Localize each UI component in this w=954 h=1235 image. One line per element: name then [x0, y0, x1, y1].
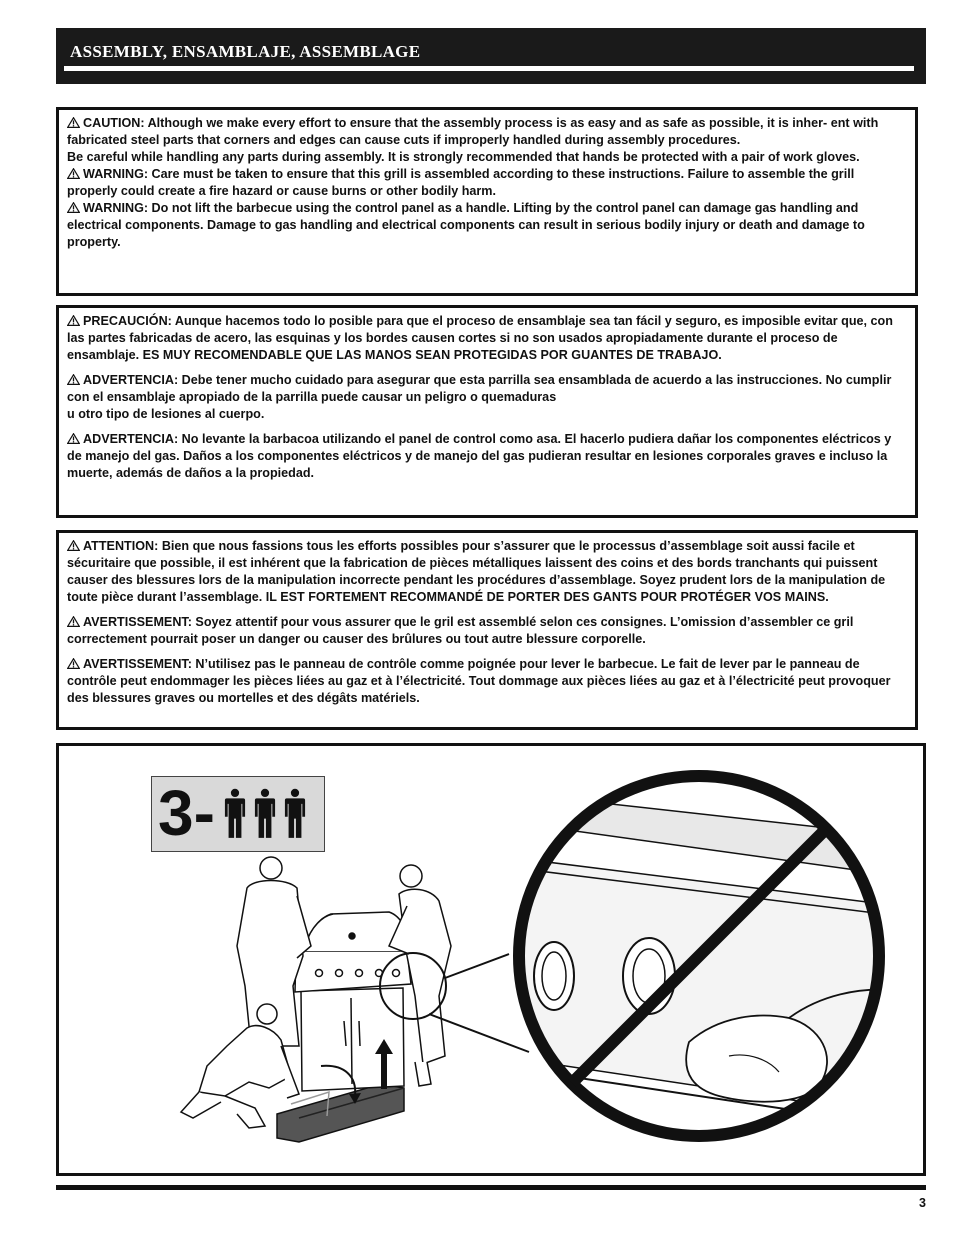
precaucion-paragraph: PRECAUCIÓN: Aunque hacemos todo lo posible para que el proceso de ensamblaje sea tan fácil y seguro, es imposible evitar que, con las partes fabricadas de acero, las esquinas y los bordes causen cortes si no son usados apropiadamente durante el proceso de ensamblaje. ES MUY RECOMENDABLE QUE LAS MANOS SEAN PROTEGIDAS POR GUANTES DE TRABAJO.	[67, 314, 893, 362]
advertencia-levante-paragraph: ADVERTENCIA: No levante la barbacoa utilizando el panel de control como asa. El hacerlo pudiera dañar los componentes eléctricos y de manejo del gas. Daños a los componentes eléctricos y de manejo del gas pudieran resultar en lesiones corporales graves e incluso la muerte, además de daños a la propiedad.	[67, 432, 892, 480]
advertencia-ensamblaje-paragraph: ADVERTENCIA: Debe tener mucho cuidado para asegurar que esta parrilla sea ensamblada de acuerdo a las instrucciones. No cumplir con el ensamblaje apropiado de la parrilla puede causar un peligro o quemaduras	[67, 373, 892, 404]
advertencia-ensamblaje-continued: u otro tipo de lesiones al cuerpo.	[67, 407, 265, 421]
page-number: 3	[919, 1196, 926, 1210]
warning-triangle-icon	[67, 315, 80, 326]
french-warnings-panel	[56, 530, 918, 730]
section-header	[56, 28, 926, 84]
footer-rule	[56, 1185, 926, 1190]
warning-assembly-paragraph: WARNING: Care must be taken to ensure that this grill is assembled according to these instructions. Failure to assemble the grill properly could create a fire hazard or cause burns or other bodily harm.	[67, 167, 855, 198]
section-title: ASSEMBLY, ENSAMBLAJE, ASSEMBLAGE	[70, 42, 421, 61]
warning-triangle-icon	[67, 616, 80, 627]
warning-triangle-icon	[67, 168, 80, 179]
people-count-label: 3-	[158, 777, 215, 849]
avertissement-panneau-paragraph: AVERTISSEMENT: N’utilisez pas le panneau de contrôle comme poignée pour lever le barbecue. Le fait de lever par le panneau de contrôle peut endommager les pièces liées au gaz et à l’électricité. Tout dommage aux pièces liées au gaz et à l’électricité peut provoquer des blessures graves ou mortelles et des dégâts matériels.	[67, 657, 891, 705]
spanish-warnings-panel	[56, 305, 918, 518]
warning-triangle-icon	[67, 117, 80, 128]
warning-triangle-icon	[67, 658, 80, 669]
caution-gloves-paragraph: Be careful while handling any parts during assembly. It is strongly recommended that hands be protected with a pair of work gloves.	[67, 150, 860, 164]
warning-triangle-icon	[67, 374, 80, 385]
warning-lifting-paragraph: WARNING: Do not lift the barbecue using the control panel as a handle. Lifting by the control panel can damage gas handling and electrical components. Damage to gas handling and electrical components can result in serious bodily injury or death and damage to property.	[67, 201, 865, 249]
assembly-illustration	[56, 743, 926, 1176]
caution-paragraph: CAUTION: Although we make every effort to ensure that the assembly process is as easy and as safe as possible, it is inher- ent with fabricated steel parts that corners and edges can cause cuts if improperly handled during assembly procedures.	[67, 116, 879, 147]
warning-triangle-icon	[67, 540, 80, 551]
english-warnings-panel	[56, 107, 918, 296]
warning-triangle-icon	[67, 433, 80, 444]
no-symbol-icon	[499, 756, 899, 1156]
avertissement-assemblage-paragraph: AVERTISSEMENT: Soyez attentif pour vous assurer que le gril est assemblé selon ces consignes. L’omission d’assembler ce gril correctement pourrait poser un danger ou causer des brûlures ou tout autre blessure corporelle.	[67, 615, 854, 646]
header-rule	[64, 66, 914, 71]
attention-paragraph: ATTENTION: Bien que nous fassions tous les efforts possibles pour s’assurer que le processus d’assemblage soit aussi facile et sécuritaire que possible, il est inhérent que la fabrication de pièces métalliques laissent des coins et des bords tranchants qui puissent causer des blessures lors de la manipulation incorrecte pendant les procédures d’assemblage. Soyez prudent lors de la manipulation de toute pièce durant l’assemblage. IL EST FORTEMENT RECOMMANDÉ DE PORTER DES GANTS POUR PROTÉGER VOS MAINS.	[67, 539, 886, 604]
warning-triangle-icon	[67, 202, 80, 213]
